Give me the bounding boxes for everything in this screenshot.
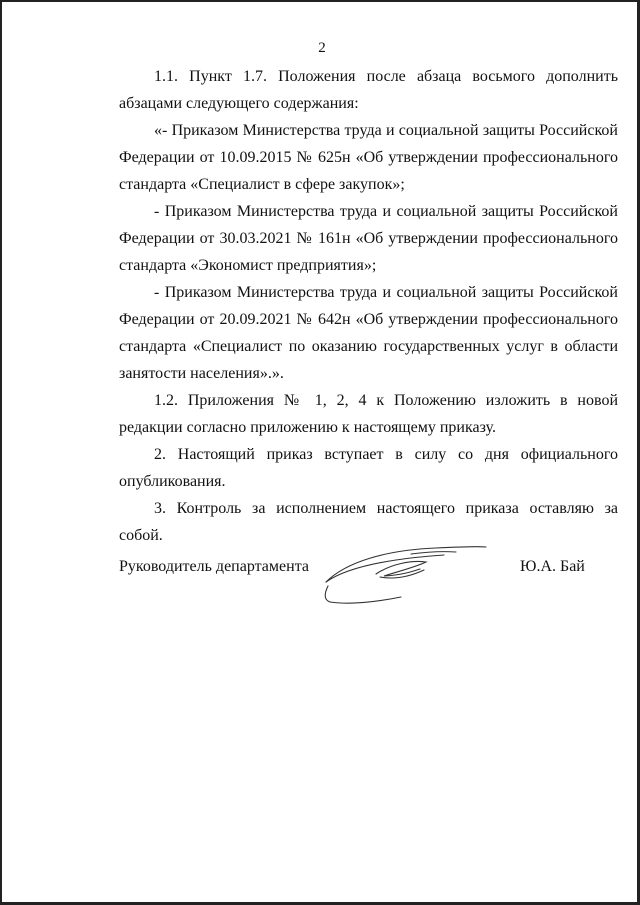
paragraph-order-625n: «- Приказом Министерства труда и социальной защиты Российской Федерации от 10.09.2015 № 625н «Об утверждении профессионального стандарта «Специалист в сфере закупок»; (119, 122, 618, 193)
handwritten-signature (316, 542, 496, 612)
paragraph-order-642n: - Приказом Министерства труда и социальной защиты Российской Федерации от 20.09.2021 № 642н «Об утверждении профессионального стандарта «Специалист по оказанию государственных услуг в области занятости населения».». (119, 284, 618, 382)
signer-title: Руководитель департамента (119, 558, 309, 575)
paragraph-3: 3. Контроль за исполнением настоящего приказа оставляю за собой. (119, 500, 618, 544)
paragraph-1-1: 1.1. Пункт 1.7. Положения после абзаца восьмого дополнить абзацами следующего содержания: (119, 68, 618, 112)
paragraph-1-2: 1.2. Приложения № 1, 2, 4 к Положению изложить в новой редакции согласно приложению к настоящему приказу. (119, 392, 618, 436)
page-number: 2 (318, 40, 326, 56)
paragraph-order-161n: - Приказом Министерства труда и социальной защиты Российской Федерации от 30.03.2021 № 161н «Об утверждении профессионального стандарта «Экономист предприятия»; (119, 203, 618, 274)
signer-name: Ю.А. Бай (520, 558, 585, 575)
document-body (119, 63, 618, 549)
paragraph-2: 2. Настоящий приказ вступает в силу со дня официального опубликования. (119, 446, 618, 490)
